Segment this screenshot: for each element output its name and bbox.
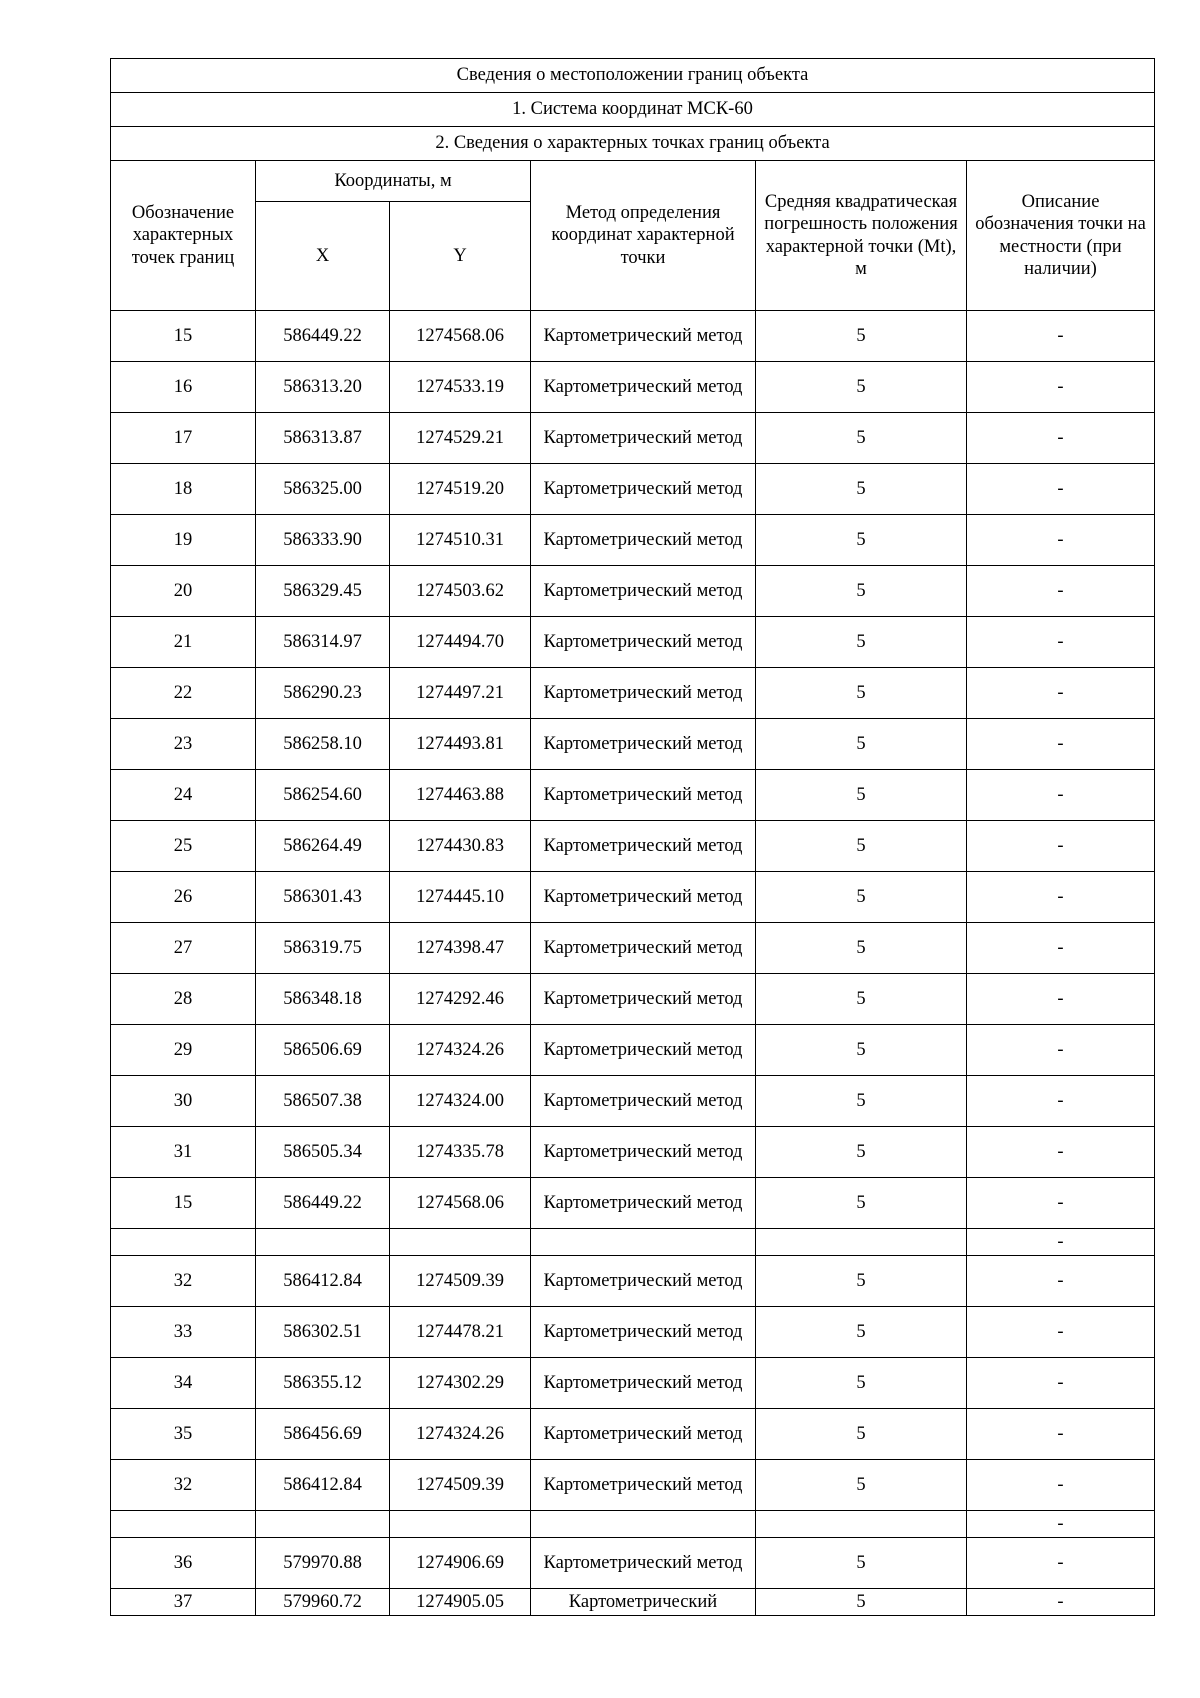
cell-method: Картометрический метод: [531, 617, 756, 668]
cell-y: [390, 1511, 531, 1538]
table-row: [111, 515, 1155, 566]
cell-x: 586449.22: [256, 1178, 390, 1229]
cell-error: 5: [756, 311, 967, 362]
cell-point: 37: [111, 1589, 256, 1616]
cell-error: 5: [756, 1178, 967, 1229]
cell-description: -: [967, 464, 1155, 515]
cell-x: 586506.69: [256, 1025, 390, 1076]
cell-error: 5: [756, 1409, 967, 1460]
cell-x: 586355.12: [256, 1358, 390, 1409]
cell-point: 29: [111, 1025, 256, 1076]
cell-point: 28: [111, 974, 256, 1025]
cell-point: 18: [111, 464, 256, 515]
cell-x: 586264.49: [256, 821, 390, 872]
cell-point: 22: [111, 668, 256, 719]
table-row: [111, 719, 1155, 770]
cell-x: 586313.87: [256, 413, 390, 464]
section-title-row: [111, 127, 1155, 161]
cell-y: 1274324.00: [390, 1076, 531, 1127]
cell-error: 5: [756, 974, 967, 1025]
cell-description: -: [967, 413, 1155, 464]
cell-description: -: [967, 1076, 1155, 1127]
cell-point: 34: [111, 1358, 256, 1409]
cell-y: 1274497.21: [390, 668, 531, 719]
table-row: [111, 1025, 1155, 1076]
cell-point: 24: [111, 770, 256, 821]
cell-method: Картометрический метод: [531, 821, 756, 872]
cell-description: -: [967, 1178, 1155, 1229]
table-row: [111, 668, 1155, 719]
cell-y: 1274519.20: [390, 464, 531, 515]
cell-description: -: [967, 1358, 1155, 1409]
cell-description: -: [967, 1025, 1155, 1076]
table-row: [111, 1409, 1155, 1460]
cell-x: 586333.90: [256, 515, 390, 566]
cell-method: Картометрический метод: [531, 872, 756, 923]
cell-error: 5: [756, 1589, 967, 1616]
cell-error: 5: [756, 719, 967, 770]
cell-description: -: [967, 719, 1155, 770]
header-row-1: [111, 161, 1155, 202]
cell-error: 5: [756, 464, 967, 515]
cell-x: 586507.38: [256, 1076, 390, 1127]
cell-method: Картометрический метод: [531, 1538, 756, 1589]
cell-error: 5: [756, 362, 967, 413]
cell-error: 5: [756, 1460, 967, 1511]
cell-x: [256, 1229, 390, 1256]
cell-method: Картометрический метод: [531, 1076, 756, 1127]
table-row: [111, 1538, 1155, 1589]
coordinate-system-row: [111, 93, 1155, 127]
cell-y: 1274905.05: [390, 1589, 531, 1616]
table-row: [111, 1256, 1155, 1307]
header-y: Y: [390, 202, 531, 311]
cell-point: [111, 1229, 256, 1256]
cell-error: 5: [756, 1076, 967, 1127]
cell-error: 5: [756, 1127, 967, 1178]
cell-y: 1274398.47: [390, 923, 531, 974]
table-row: [111, 1127, 1155, 1178]
cell-method: Картометрический метод: [531, 719, 756, 770]
cell-x: 586313.20: [256, 362, 390, 413]
cell-y: 1274906.69: [390, 1538, 531, 1589]
cell-point: 25: [111, 821, 256, 872]
cell-error: [756, 1511, 967, 1538]
cell-x: 586314.97: [256, 617, 390, 668]
cell-y: [390, 1229, 531, 1256]
header-point: Обозначение характерных точек границ: [111, 161, 256, 311]
cell-x: 586412.84: [256, 1460, 390, 1511]
cell-method: Картометрический метод: [531, 1025, 756, 1076]
cell-y: 1274430.83: [390, 821, 531, 872]
table-row: [111, 1358, 1155, 1409]
cell-description: -: [967, 1229, 1155, 1256]
cell-error: 5: [756, 566, 967, 617]
cell-point: 19: [111, 515, 256, 566]
cell-method: [531, 1229, 756, 1256]
table-row: [111, 413, 1155, 464]
cell-x: [256, 1511, 390, 1538]
cell-method: Картометрический метод: [531, 362, 756, 413]
cell-method: Картометрический метод: [531, 1358, 756, 1409]
cell-y: 1274335.78: [390, 1127, 531, 1178]
cell-description: -: [967, 821, 1155, 872]
cell-x: 586348.18: [256, 974, 390, 1025]
header-x: X: [256, 202, 390, 311]
cell-error: 5: [756, 1025, 967, 1076]
cell-point: 35: [111, 1409, 256, 1460]
cell-x: 586325.00: [256, 464, 390, 515]
cell-x: 579970.88: [256, 1538, 390, 1589]
cell-point: 26: [111, 872, 256, 923]
cell-description: -: [967, 362, 1155, 413]
cell-description: -: [967, 923, 1155, 974]
cell-method: Картометрический метод: [531, 923, 756, 974]
cell-y: 1274529.21: [390, 413, 531, 464]
cell-x: 586301.43: [256, 872, 390, 923]
cell-y: 1274324.26: [390, 1409, 531, 1460]
cell-point: 23: [111, 719, 256, 770]
cell-point: 17: [111, 413, 256, 464]
cell-x: 586258.10: [256, 719, 390, 770]
table-row: [111, 566, 1155, 617]
cell-error: 5: [756, 1358, 967, 1409]
cell-error: 5: [756, 923, 967, 974]
cell-description: -: [967, 617, 1155, 668]
cell-description: -: [967, 566, 1155, 617]
table-row: [111, 362, 1155, 413]
header-error: Средняя квадратическая погрешность положения характерной точки (Mt), м: [756, 161, 967, 311]
cell-method: Картометрический метод: [531, 1127, 756, 1178]
coordinates-table: [110, 58, 1155, 1616]
cell-description: -: [967, 1511, 1155, 1538]
cell-description: -: [967, 1589, 1155, 1616]
cell-method: Картометрический метод: [531, 1460, 756, 1511]
cell-method: Картометрический метод: [531, 464, 756, 515]
cell-method: Картометрический метод: [531, 566, 756, 617]
cell-point: 21: [111, 617, 256, 668]
cell-y: 1274445.10: [390, 872, 531, 923]
cell-x: 586319.75: [256, 923, 390, 974]
table-row: [111, 770, 1155, 821]
cell-description: -: [967, 1538, 1155, 1589]
separator-row: [111, 1229, 1155, 1256]
cell-error: 5: [756, 617, 967, 668]
cell-error: 5: [756, 872, 967, 923]
cell-x: 586449.22: [256, 311, 390, 362]
cell-y: 1274503.62: [390, 566, 531, 617]
cell-point: 20: [111, 566, 256, 617]
cell-y: 1274324.26: [390, 1025, 531, 1076]
cell-method: Картометрический метод: [531, 413, 756, 464]
cell-method: Картометрический метод: [531, 1307, 756, 1358]
cell-y: 1274533.19: [390, 362, 531, 413]
cell-x: 586329.45: [256, 566, 390, 617]
header-coordinates: Координаты, м: [256, 161, 531, 202]
cell-description: -: [967, 770, 1155, 821]
cell-point: 31: [111, 1127, 256, 1178]
cell-method: Картометрический метод: [531, 515, 756, 566]
cell-method: Картометрический метод: [531, 974, 756, 1025]
cell-error: 5: [756, 770, 967, 821]
cell-description: -: [967, 515, 1155, 566]
cell-error: 5: [756, 413, 967, 464]
cell-description: -: [967, 668, 1155, 719]
cell-error: 5: [756, 1307, 967, 1358]
table-title-row: [111, 59, 1155, 93]
cell-point: 33: [111, 1307, 256, 1358]
cell-point: [111, 1511, 256, 1538]
cell-description: -: [967, 1256, 1155, 1307]
cell-point: 15: [111, 1178, 256, 1229]
cell-method: Картометрический метод: [531, 668, 756, 719]
cell-x: 586254.60: [256, 770, 390, 821]
cell-description: -: [967, 872, 1155, 923]
cell-point: 27: [111, 923, 256, 974]
cell-y: 1274463.88: [390, 770, 531, 821]
cell-x: 586302.51: [256, 1307, 390, 1358]
table-row: [111, 1178, 1155, 1229]
cell-error: [756, 1229, 967, 1256]
cell-description: -: [967, 1307, 1155, 1358]
separator-row: [111, 1511, 1155, 1538]
cell-description: -: [967, 311, 1155, 362]
cell-description: -: [967, 1127, 1155, 1178]
cell-error: 5: [756, 515, 967, 566]
cell-description: -: [967, 974, 1155, 1025]
cell-y: 1274568.06: [390, 311, 531, 362]
cell-description: -: [967, 1460, 1155, 1511]
section-title: 2. Сведения о характерных точках границ объекта: [111, 127, 1155, 161]
cell-y: 1274302.29: [390, 1358, 531, 1409]
coordinate-system: 1. Система координат МСК-60: [111, 93, 1155, 127]
cell-error: 5: [756, 821, 967, 872]
cell-point: 32: [111, 1256, 256, 1307]
table-row: [111, 464, 1155, 515]
cell-error: 5: [756, 1256, 967, 1307]
cell-y: 1274510.31: [390, 515, 531, 566]
cell-x: 586412.84: [256, 1256, 390, 1307]
cell-method: Картометрический: [531, 1589, 756, 1616]
header-description: Описание обозначения точки на местности (при наличии): [967, 161, 1155, 311]
cell-description: -: [967, 1409, 1155, 1460]
cell-point: 32: [111, 1460, 256, 1511]
table-title: Сведения о местоположении границ объекта: [111, 59, 1155, 93]
header-method: Метод определения координат характерной точки: [531, 161, 756, 311]
table-row: [111, 1589, 1155, 1616]
cell-y: 1274478.21: [390, 1307, 531, 1358]
cell-method: Картометрический метод: [531, 311, 756, 362]
cell-x: 586456.69: [256, 1409, 390, 1460]
cell-point: 15: [111, 311, 256, 362]
table-row: [111, 1076, 1155, 1127]
cell-y: 1274509.39: [390, 1256, 531, 1307]
cell-y: 1274568.06: [390, 1178, 531, 1229]
cell-x: 579960.72: [256, 1589, 390, 1616]
table-row: [111, 617, 1155, 668]
cell-point: 30: [111, 1076, 256, 1127]
cell-y: 1274292.46: [390, 974, 531, 1025]
cell-method: Картометрический метод: [531, 1409, 756, 1460]
table-row: [111, 923, 1155, 974]
cell-error: 5: [756, 1538, 967, 1589]
cell-method: [531, 1511, 756, 1538]
table-row: [111, 1307, 1155, 1358]
table-row: [111, 821, 1155, 872]
cell-point: 16: [111, 362, 256, 413]
cell-y: 1274494.70: [390, 617, 531, 668]
cell-point: 36: [111, 1538, 256, 1589]
cell-x: 586290.23: [256, 668, 390, 719]
cell-x: 586505.34: [256, 1127, 390, 1178]
table-row: [111, 872, 1155, 923]
cell-method: Картометрический метод: [531, 770, 756, 821]
cell-method: Картометрический метод: [531, 1178, 756, 1229]
table-row: [111, 1460, 1155, 1511]
cell-error: 5: [756, 668, 967, 719]
table-row: [111, 311, 1155, 362]
table-row: [111, 974, 1155, 1025]
cell-method: Картометрический метод: [531, 1256, 756, 1307]
cell-y: 1274493.81: [390, 719, 531, 770]
cell-y: 1274509.39: [390, 1460, 531, 1511]
